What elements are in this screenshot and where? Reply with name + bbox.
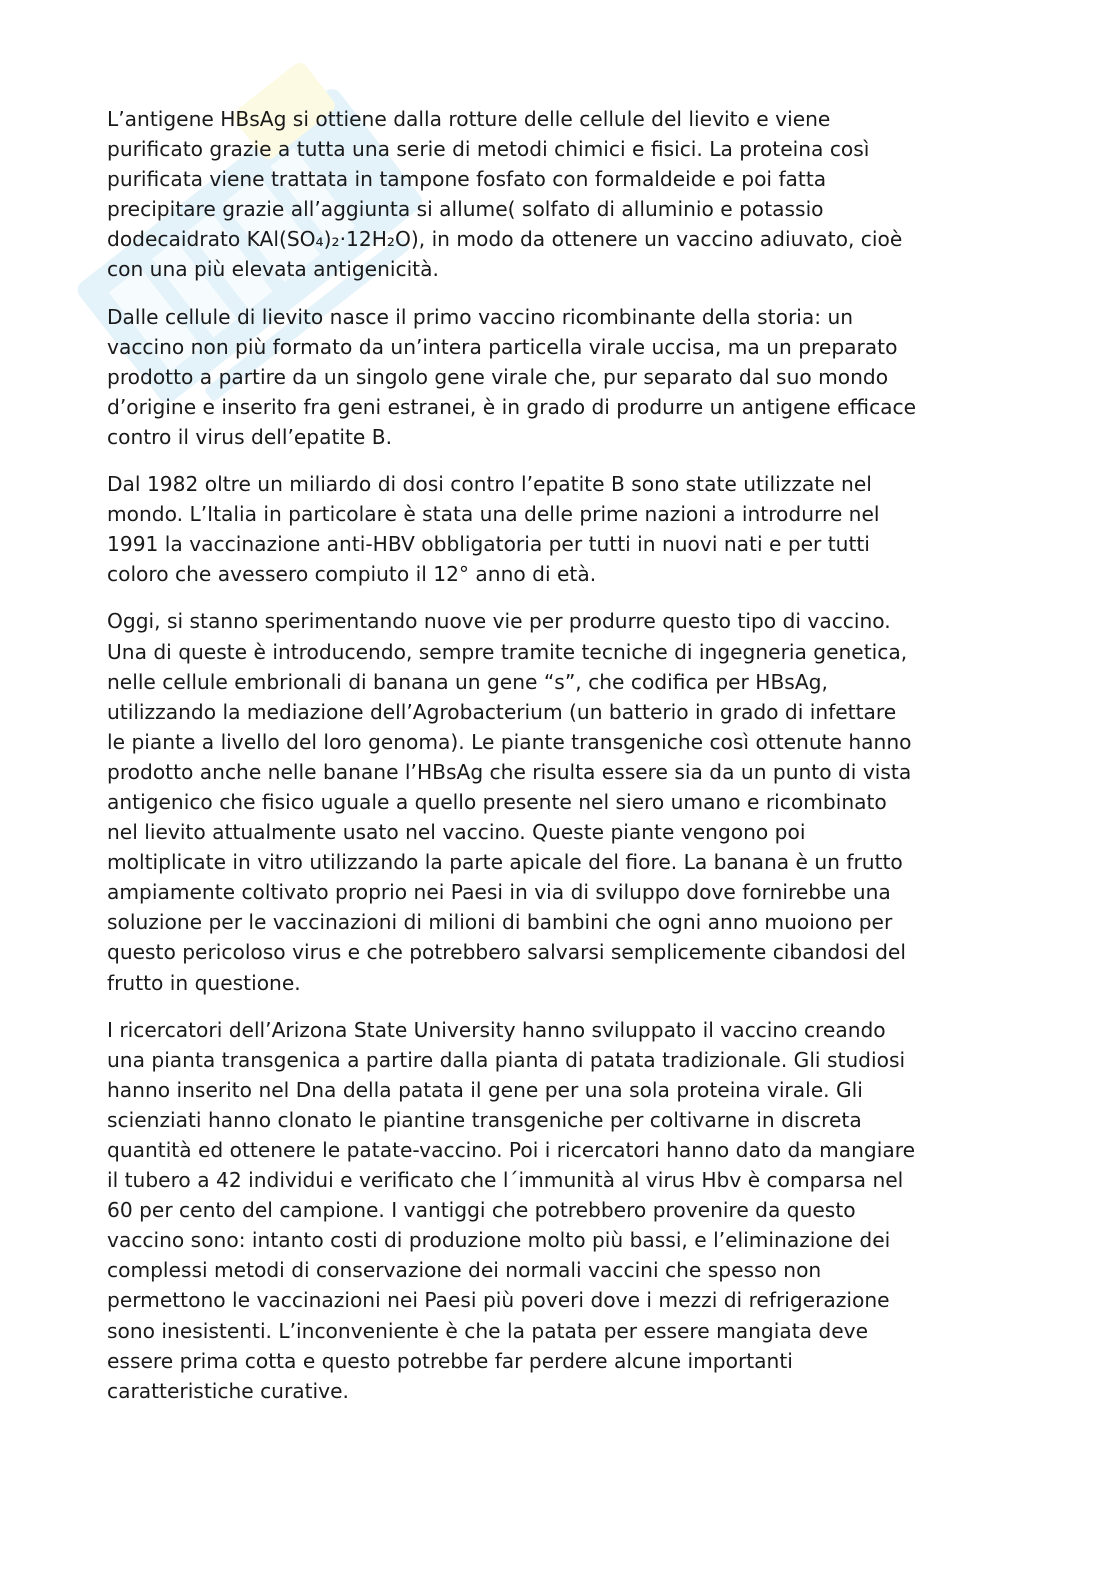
paragraph-banana bbox=[107, 606, 1007, 997]
text-line: soluzione per le vaccinazioni di milioni di bambini che ogni anno muoiono per bbox=[107, 910, 893, 935]
text-line: hanno inserito nel Dna della patata il gene per una sola proteina virale. Gli bbox=[107, 1077, 863, 1102]
text-line: precipitare grazie all’aggiunta si allume( solfato di alluminio e potassio bbox=[107, 197, 824, 222]
text-line: il tubero a 42 individui e verificato che l´immunità al virus Hbv è comparsa nel bbox=[107, 1168, 904, 1193]
text-line: questo pericoloso virus e che potrebbero salvarsi semplicemente cibandosi del bbox=[107, 940, 906, 965]
text-line: dodecaidrato KAl(SO₄)₂·12H₂O), in modo da ottenere un vaccino adiuvato, cioè bbox=[107, 227, 903, 252]
text-line: ampiamente coltivato proprio nei Paesi in via di sviluppo dove fornirebbe una bbox=[107, 880, 891, 905]
text-line: permettono le vaccinazioni nei Paesi più poveri dove i mezzi di refrigerazione bbox=[107, 1288, 890, 1313]
text-line: una pianta transgenica a partire dalla pianta di patata tradizionale. Gli studiosi bbox=[107, 1047, 906, 1072]
text-line: con una più elevata antigenicità. bbox=[107, 257, 439, 282]
text-line: essere prima cotta e questo potrebbe far perdere alcune importanti bbox=[107, 1348, 793, 1373]
text-line: utilizzando la mediazione dell’Agrobacterium (un batterio in grado di infettare bbox=[107, 699, 897, 724]
text-line: I ricercatori dell’Arizona State University hanno sviluppato il vaccino creando bbox=[107, 1017, 886, 1042]
text-line: nel lievito attualmente usato nel vaccino. Queste piante vengono poi bbox=[107, 820, 806, 845]
text-line: caratteristiche curative. bbox=[107, 1378, 349, 1403]
text-line: contro il virus dell’epatite B. bbox=[107, 424, 393, 449]
paragraph-antigene bbox=[107, 104, 1007, 285]
text-line: L’antigene HBsAg si ottiene dalla rotture delle cellule del lievito e viene bbox=[107, 107, 831, 131]
document-body bbox=[107, 104, 1007, 1423]
text-line: vaccino sono: intanto costi di produzione molto più bassi, e l’eliminazione dei bbox=[107, 1228, 891, 1253]
text-line: prodotto a partire da un singolo gene virale che, pur separato dal suo mondo bbox=[107, 364, 889, 389]
text-line: nelle cellule embrionali di banana un gene “s”, che codifica per HBsAg, bbox=[107, 669, 828, 694]
text-line: Oggi, si stanno sperimentando nuove vie per produrre questo tipo di vaccino. bbox=[107, 609, 891, 634]
text-line: 1991 la vaccinazione anti-HBV obbligatoria per tutti in nuovi nati e per tutti bbox=[107, 532, 870, 557]
text-line: Una di queste è introducendo, sempre tramite tecniche di ingegneria genetica, bbox=[107, 639, 908, 664]
paragraph-vaccino-ricombinante bbox=[107, 302, 1007, 452]
text-line: quantità ed ottenere le patate-vaccino. Poi i ricercatori hanno dato da mangiare bbox=[107, 1138, 916, 1162]
text-line: mondo. L’Italia in particolare è stata una delle prime nazioni a introdurre nel bbox=[107, 502, 880, 527]
text-line: scienziati hanno clonato le piantine transgeniche per coltivarne in discreta bbox=[107, 1107, 862, 1132]
text-line: moltiplicate in vitro utilizzando la parte apicale del fiore. La banana è un frutto bbox=[107, 850, 903, 875]
text-line: frutto in questione. bbox=[107, 970, 301, 995]
paragraph-dal-1982 bbox=[107, 469, 1007, 589]
text-line: purificata viene trattata in tampone fosfato con formaldeide e poi fatta bbox=[107, 167, 827, 192]
text-line: d’origine e inserito fra geni estranei, è in grado di produrre un antigene efficace bbox=[107, 394, 917, 419]
paragraph-patata bbox=[107, 1015, 1007, 1406]
text-line: 60 per cento del campione. I vantiggi che potrebbero provenire da questo bbox=[107, 1198, 856, 1223]
text-line: le piante a livello del loro genoma). Le piante transgeniche così ottenute hanno bbox=[107, 729, 912, 754]
text-line: prodotto anche nelle banane l’HBsAg che risulta essere sia da un punto di vista bbox=[107, 759, 912, 784]
text-line: sono inesistenti. L’inconveniente è che la patata per essere mangiata deve bbox=[107, 1318, 869, 1343]
text-line: Dalle cellule di lievito nasce il primo vaccino ricombinante della storia: un bbox=[107, 304, 854, 329]
text-line: antigenico che fisico uguale a quello presente nel siero umano e ricombinato bbox=[107, 789, 887, 814]
text-line: Dal 1982 oltre un miliardo di dosi contro l’epatite B sono state utilizzate nel bbox=[107, 472, 872, 497]
text-line: purificato grazie a tutta una serie di metodi chimici e fisici. La proteina così bbox=[107, 137, 870, 162]
text-line: coloro che avessero compiuto il 12° anno di età. bbox=[107, 562, 597, 587]
text-line: vaccino non più formato da un’intera particella virale uccisa, ma un preparato bbox=[107, 334, 898, 359]
text-line: complessi metodi di conservazione dei normali vaccini che spesso non bbox=[107, 1258, 822, 1283]
